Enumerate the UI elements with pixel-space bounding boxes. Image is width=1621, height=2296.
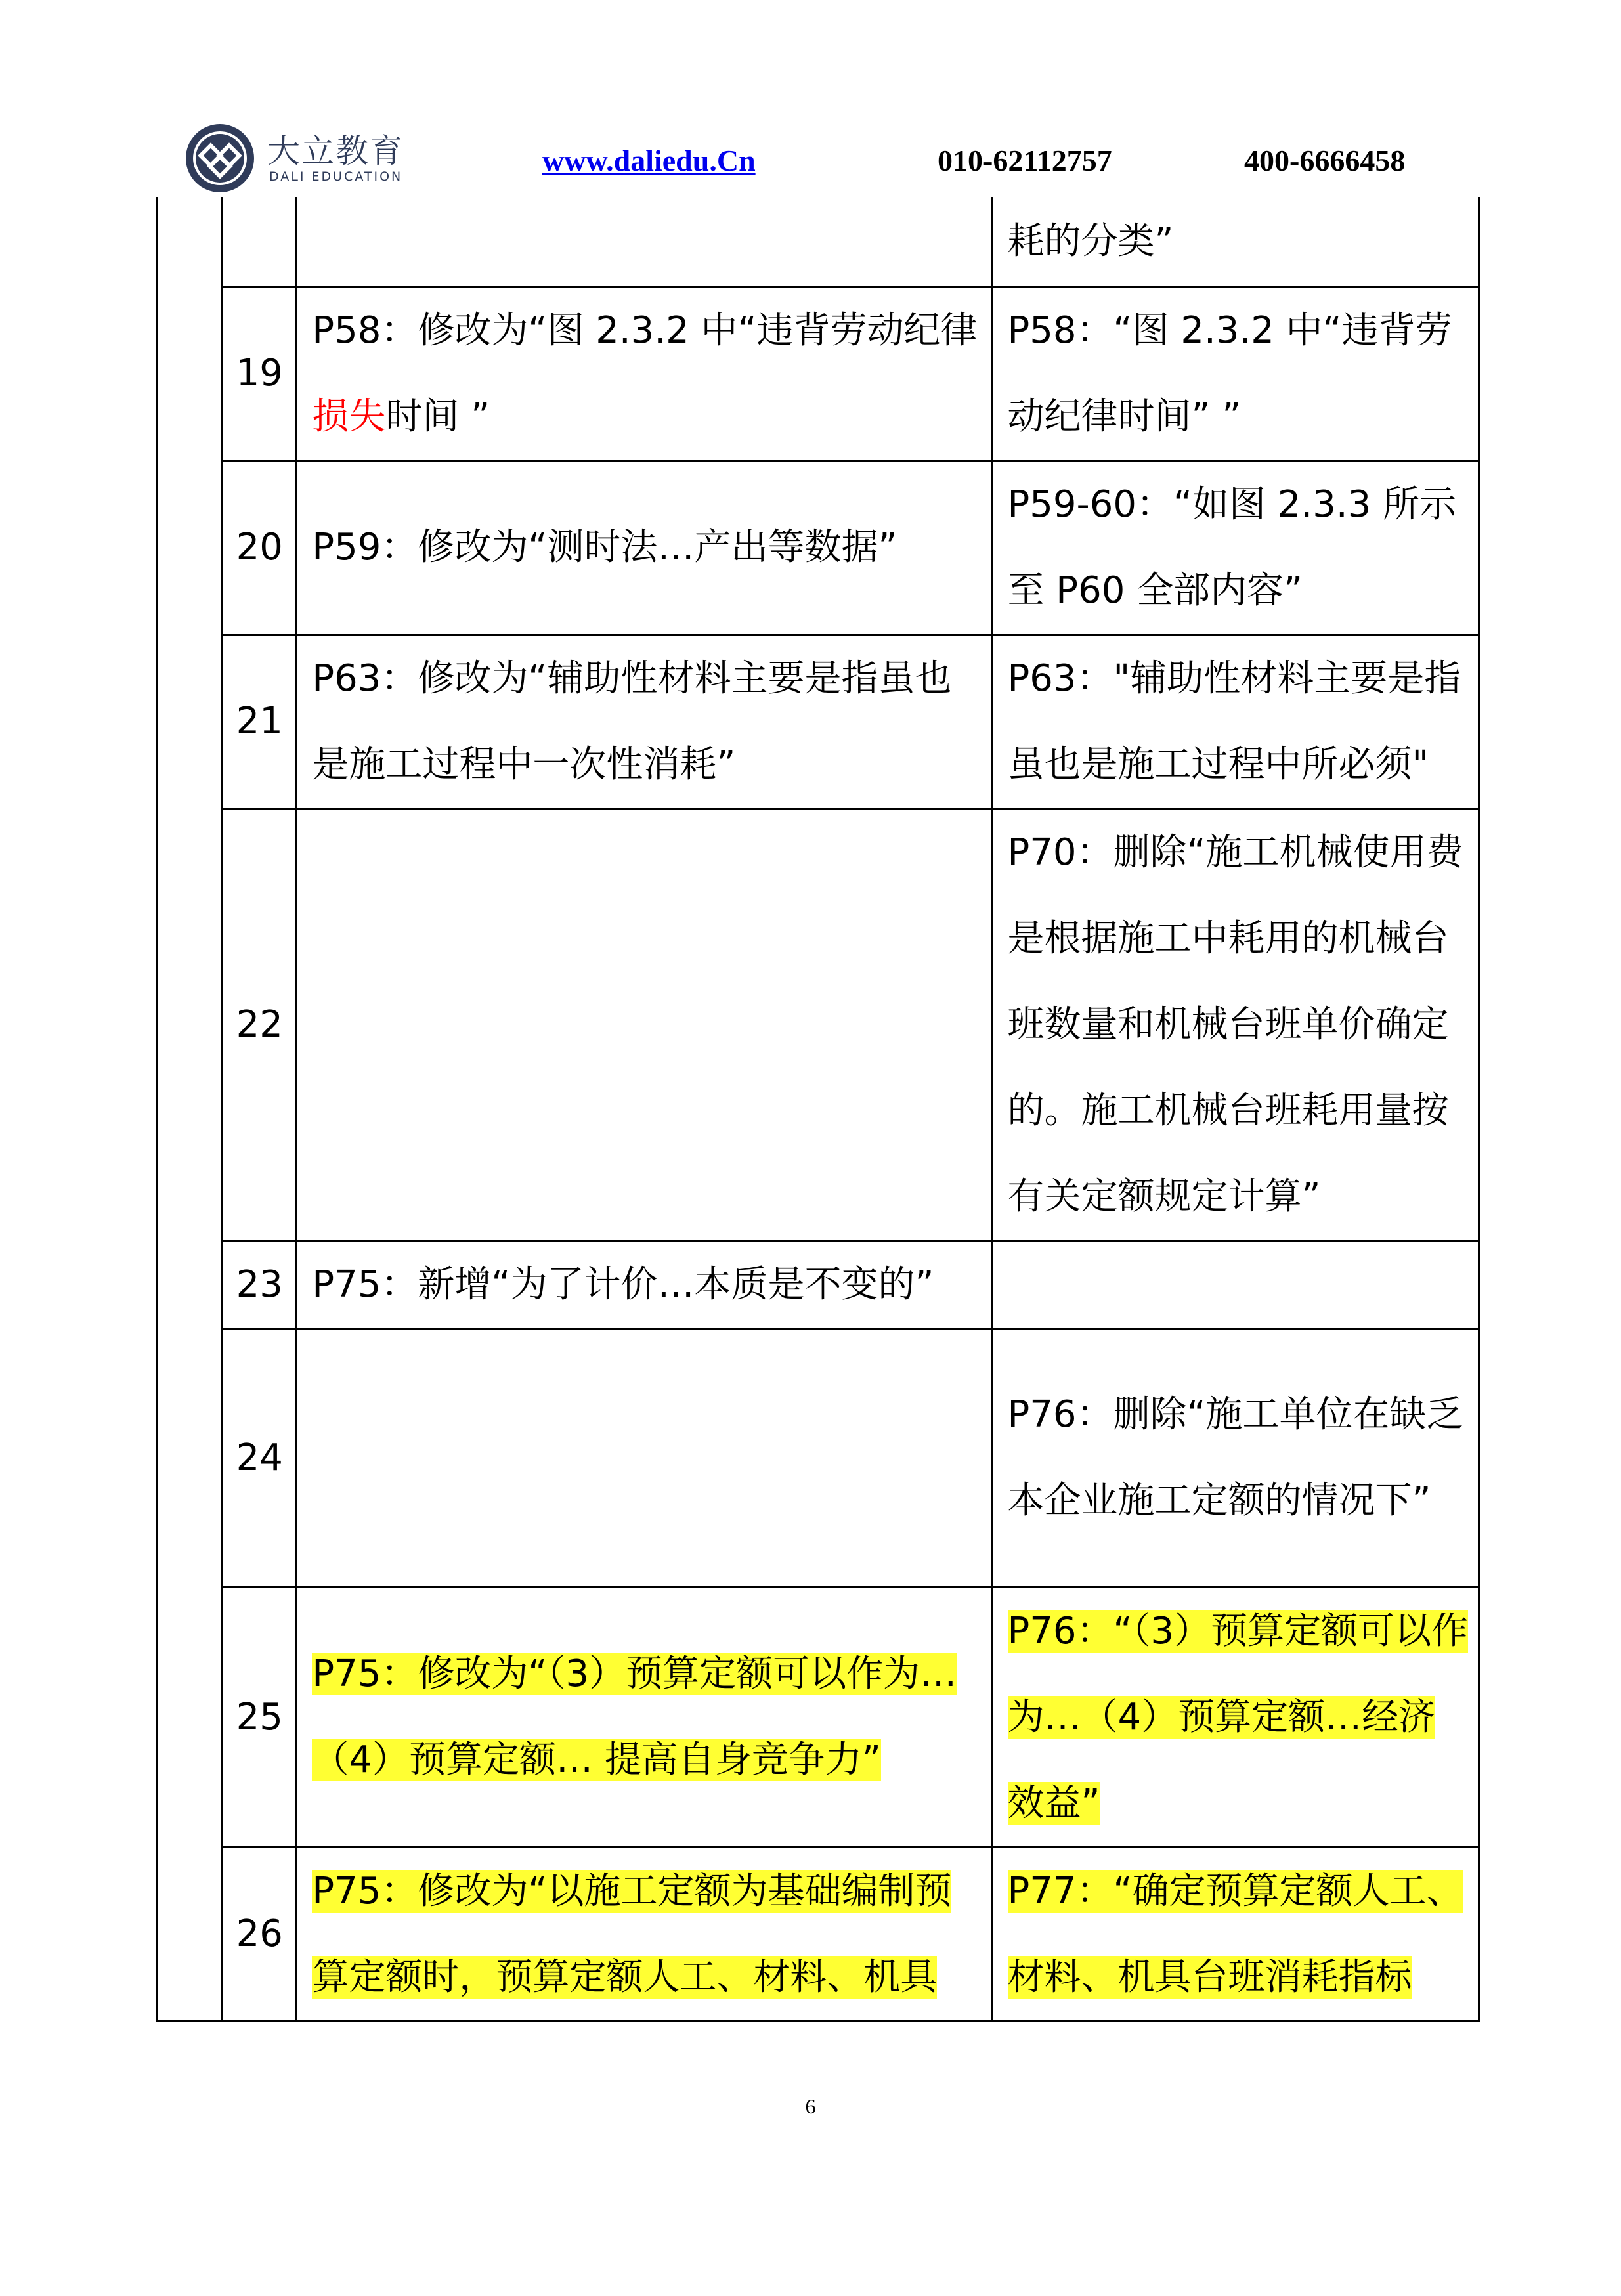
revised-text-emphasis: 损失 [312, 395, 386, 438]
row-number: 20 [223, 460, 297, 634]
table-row [157, 1240, 1479, 1328]
highlighted-text: P77：“确定预算定额人工、材料、机具台班消耗指标 [1007, 1869, 1463, 1999]
table-row [157, 197, 1479, 286]
original-text: 耗的分类” [992, 197, 1479, 286]
dali-logo [184, 122, 420, 194]
highlighted-text: P76：“（3）预算定额可以作为…（4）预算定额…经济效益” [1007, 1609, 1469, 1825]
dali-logo-icon [184, 122, 256, 194]
original-text: P58：“图 2.3.2 中“违背劳动纪律时间” ” [992, 286, 1479, 460]
row-number [223, 197, 297, 286]
original-text [992, 1847, 1479, 2021]
table-row [157, 1847, 1479, 2021]
outer-column-cell [157, 197, 223, 2021]
page-number: 6 [805, 2094, 816, 2118]
row-number: 19 [223, 286, 297, 460]
highlighted-text: P75：修改为“（3）预算定额可以作为…（4）预算定额… 提高自身竞争力” [312, 1653, 957, 1781]
row-number: 21 [223, 634, 297, 808]
row-number: 23 [223, 1240, 297, 1328]
row-number: 22 [223, 808, 297, 1240]
revised-text [297, 1328, 992, 1587]
revised-text [297, 1587, 992, 1847]
table-row [157, 460, 1479, 634]
revised-text [297, 286, 992, 460]
revised-text: P63：修改为“辅助性材料主要是指虽也是施工过程中一次性消耗” [297, 634, 992, 808]
table-row [157, 1328, 1479, 1587]
phone-number-2: 400-6666458 [1244, 144, 1406, 177]
original-text: P59-60：“如图 2.3.3 所示至 P60 全部内容” [992, 460, 1479, 634]
original-text [992, 1240, 1479, 1328]
phone-number-1: 010-62112757 [938, 144, 1112, 177]
original-text: P76：删除“施工单位在缺乏本企业施工定额的情况下” [992, 1328, 1479, 1587]
revised-text [297, 808, 992, 1240]
original-text: P63："辅助性材料主要是指虽也是施工过程中所必须" [992, 634, 1479, 808]
table-row [157, 808, 1479, 1240]
website-link[interactable]: www.daliedu.Cn [542, 144, 756, 177]
row-number: 25 [223, 1587, 297, 1847]
revised-text-suffix: 时间 ” [385, 395, 490, 438]
row-number: 24 [223, 1328, 297, 1587]
revised-text: P59：修改为“测时法…产出等数据” [297, 460, 992, 634]
original-text [992, 1587, 1479, 1847]
brand-name-cn: 大立教育 [267, 132, 404, 170]
page-header [0, 0, 1621, 197]
table-row [157, 286, 1479, 460]
revised-text: P75：新增“为了计价…本质是不变的” [297, 1240, 992, 1328]
highlighted-text: P75：修改为“以施工定额为基础编制预算定额时，预算定额人工、材料、机具 [312, 1869, 952, 1999]
revised-text [297, 1847, 992, 2021]
revised-text-prefix: P58：修改为“图 2.3.2 中“违背劳动纪律 [312, 309, 978, 352]
original-text: P70：删除“施工机械使用费是根据施工中耗用的机械台班数量和机械台班单价确定的。施工机械台班耗用量按有关定额规定计算” [992, 808, 1479, 1240]
errata-table [156, 197, 1480, 2022]
brand-name-en: DALI EDUCATION [269, 169, 403, 184]
table-row [157, 1587, 1479, 1847]
revised-text [297, 197, 992, 286]
row-number: 26 [223, 1847, 297, 2021]
table-row [157, 634, 1479, 808]
